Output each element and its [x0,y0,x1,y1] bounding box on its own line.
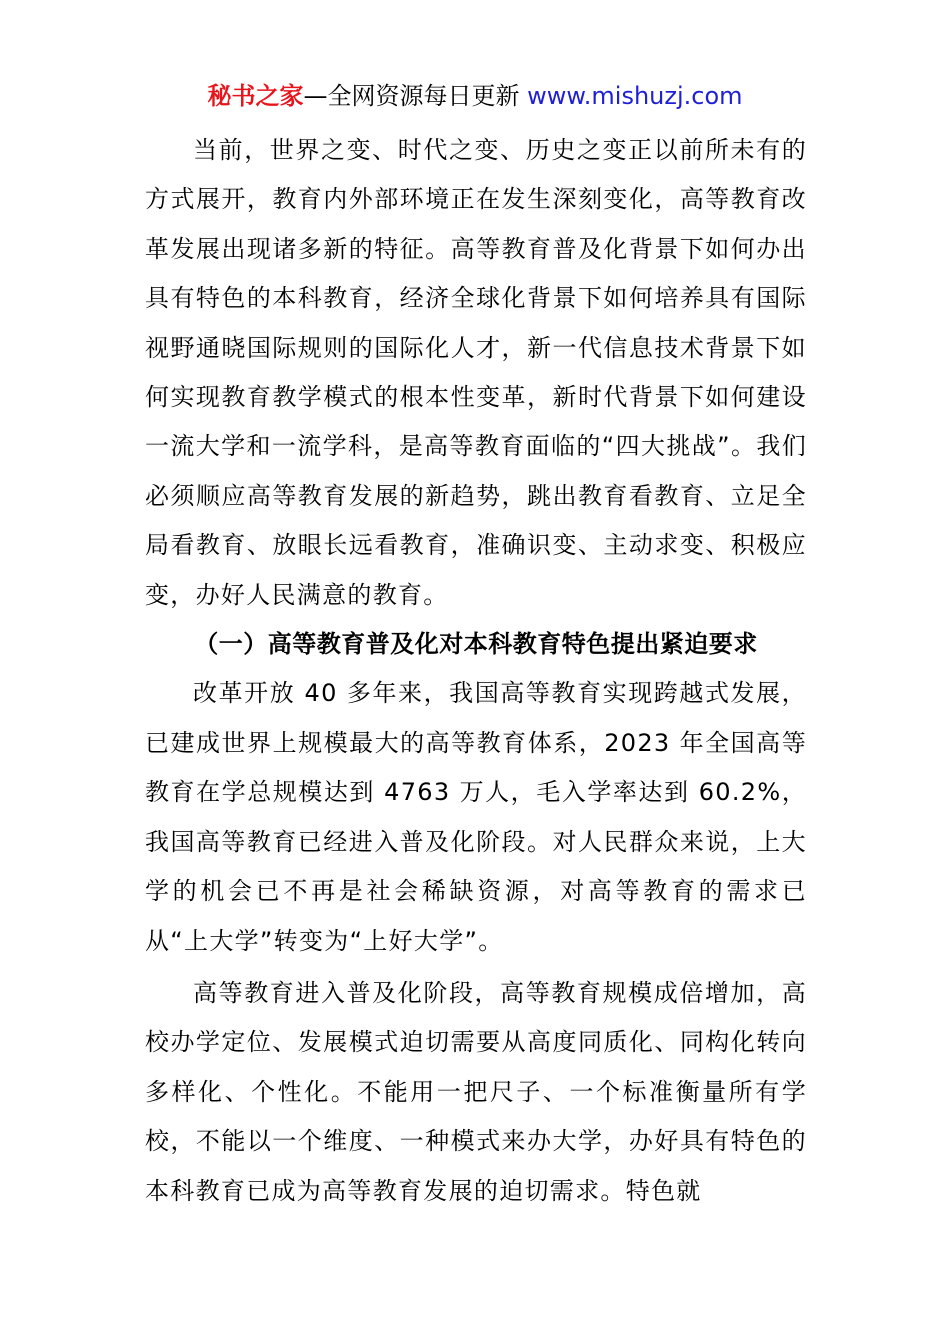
site-header [0,78,950,114]
section-paragraph-1: 改革开放 40 多年来，我国高等教育实现跨越式发展，已建成世界上规模最大的高等教育体系，2023 年全国高等教育在学总规模达到 4763 万人，毛入学率达到 60.2%，我国高等教育已经进入普及化阶段。对人民群众来说，上大学的机会已不再是社会稀缺资源，对高等教育的需求已从“上大学”转变为“上好大学”。 [145,679,807,955]
site-tagline: —全网资源每日更新 [303,82,528,110]
section-heading: （一）高等教育普及化对本科教育特色提出紧迫要求 [194,630,758,659]
intro-paragraph: 当前，世界之变、时代之变、历史之变正以前所未有的方式展开，教育内外部环境正在发生深刻变化，高等教育改革发展出现诸多新的特征。高等教育普及化背景下如何办出具有特色的本科教育，经济全球化背景下如何培养具有国际视野通晓国际规则的国际化人才，新一代信息技术背景下如何实现教育教学模式的根本性变革，新时代背景下如何建设一流大学和一流学科，是高等教育面临的“四大挑战”。我们必须顺应高等教育发展的新趋势，跳出教育看教育、立足全局看教育、放眼长远看教育，准确识变、主动求变、积极应变，办好人民满意的教育。 [145,136,807,609]
site-brand: 秘书之家 [207,82,304,110]
section-paragraph-2: 高等教育进入普及化阶段，高等教育规模成倍增加，高校办学定位、发展模式迫切需要从高度同质化、同构化转向多样化、个性化。不能用一把尺子、一个标准衡量所有学校，不能以一个维度、一种模式来办大学，办好具有特色的本科教育已成为高等教育发展的迫切需求。特色就 [145,978,807,1205]
site-url-link[interactable]: www.mishuzj.com [527,82,743,110]
document-body [145,126,807,1216]
